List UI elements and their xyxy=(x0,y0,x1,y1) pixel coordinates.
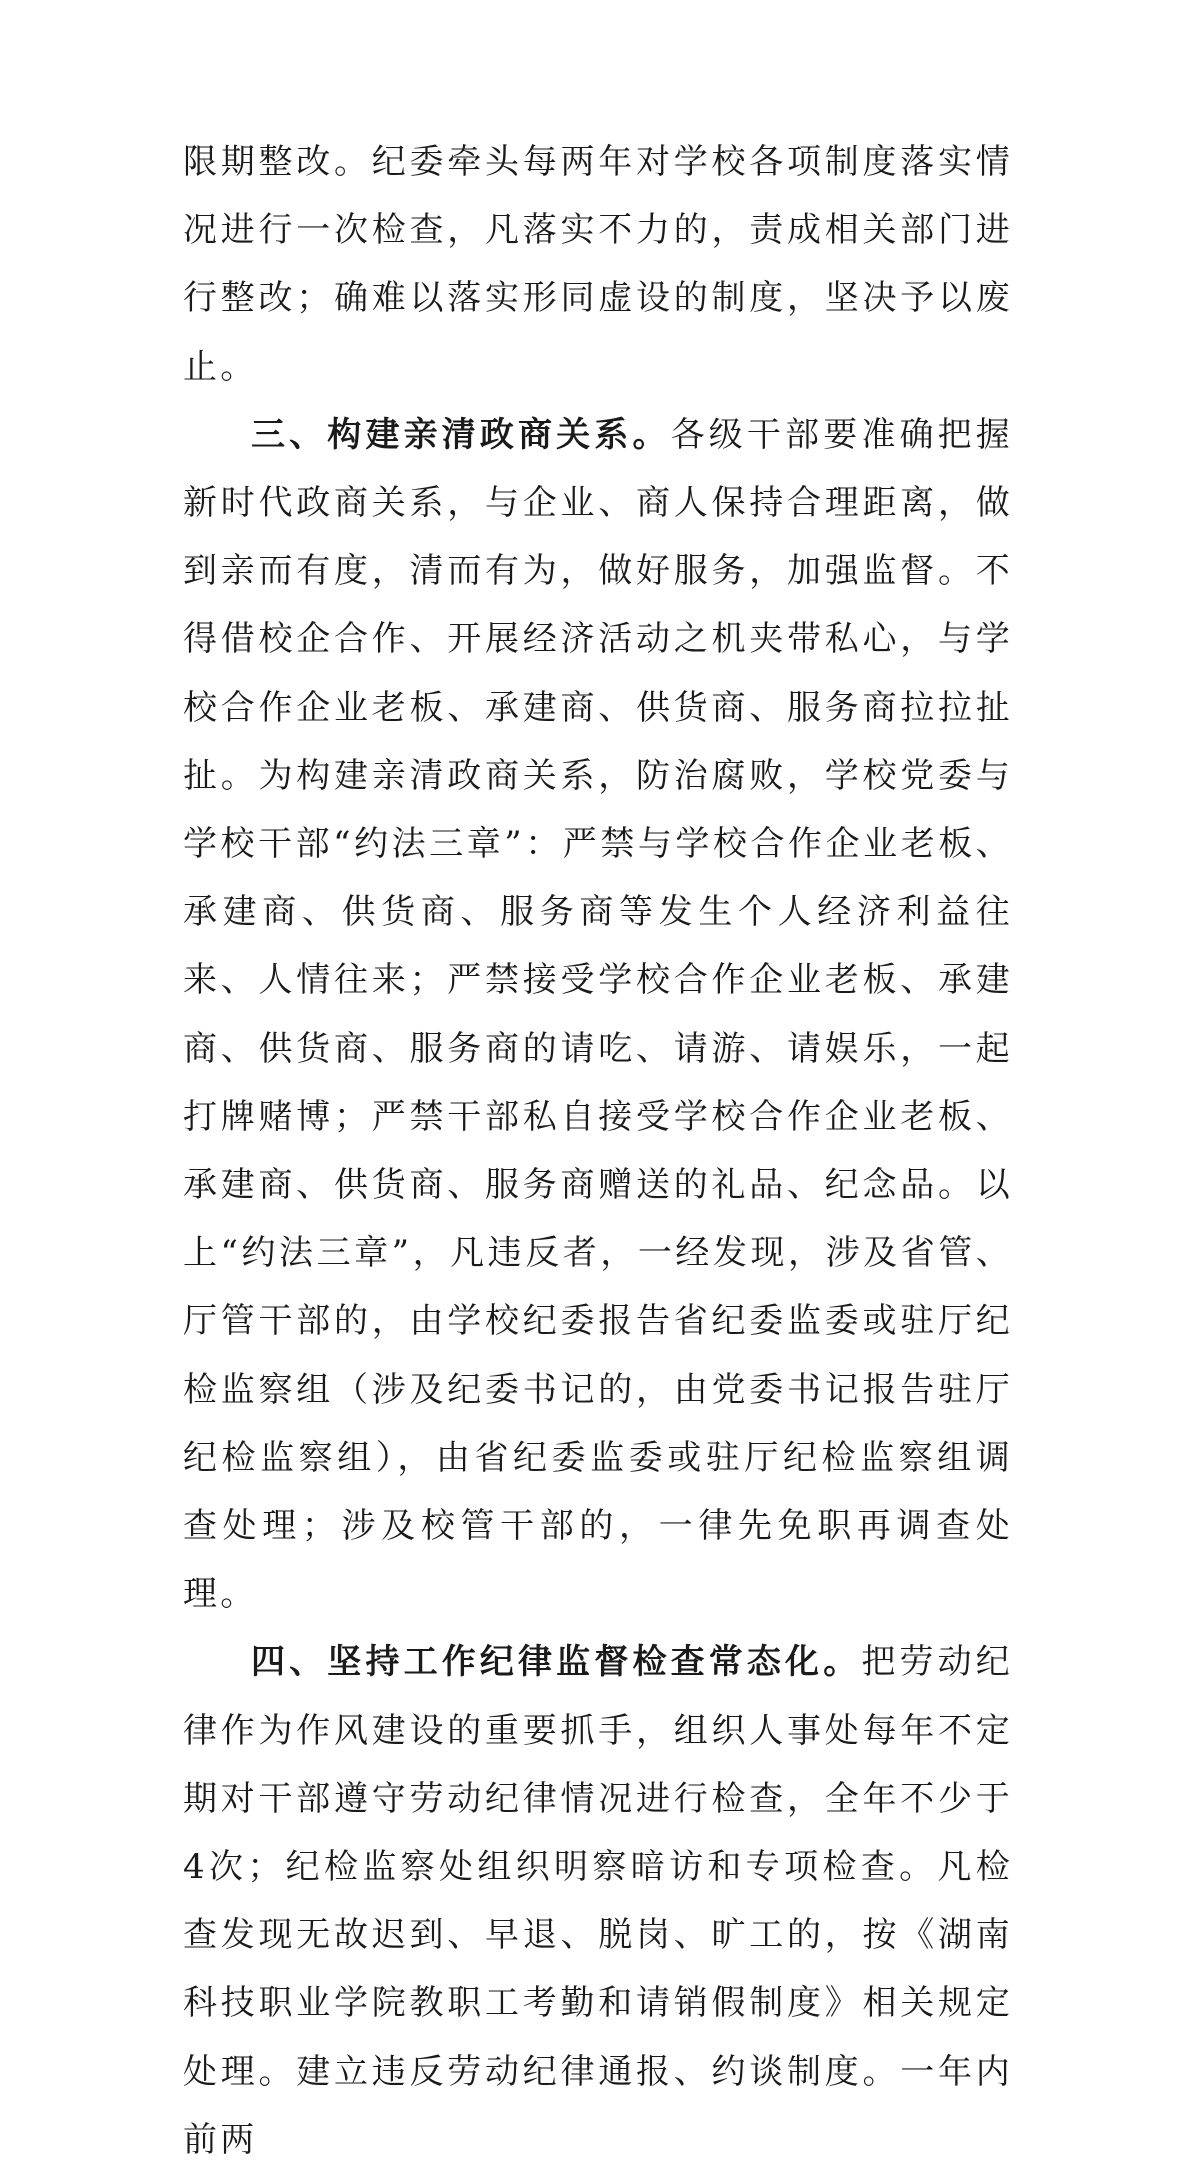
paragraph-section-three xyxy=(183,401,1013,1629)
paragraph-continuation xyxy=(183,128,1013,401)
paragraph-text: 把劳动纪律作为作风建设的重要抓手，组织人事处每年不定期对干部遵守劳动纪律情况进行检查，全年不少于4次；纪检监察处组织明察暗访和专项检查。凡检查发现无故迟到、早退、脱岗、旷工的，按《湖南科技职业学院教职工考勤和请销假制度》相关规定处理。建立违反劳动纪律通报、约谈制度。一年内前两 xyxy=(183,1642,1013,2160)
paragraph-section-four xyxy=(183,1628,1013,2174)
section-heading-three: 三、构建亲清政商关系。 xyxy=(251,414,671,455)
paragraph-text: 各级干部要准确把握新时代政商关系，与企业、商人保持合理距离，做到亲而有度，清而有为，做好服务，加强监督。不得借校企合作、开展经济活动之机夹带私心，与学校合作企业老板、承建商、供货商、服务商拉拉扯扯。为构建亲清政商关系，防治腐败，学校党委与学校干部“约法三章”：严禁与学校合作企业老板、承建商、供货商、服务商等发生个人经济利益往来、人情往来；严禁接受学校合作企业老板、承建商、供货商、服务商的请吃、请游、请娱乐，一起打牌赌博；严禁干部私自接受学校合作企业老板、承建商、供货商、服务商赠送的礼品、纪念品。以上“约法三章”，凡违反者，一经发现，涉及省管、厅管干部的，由学校纪委报告省纪委监委或驻厅纪检监察组（涉及纪委书记的，由党委书记报告驻厅纪检监察组），由省纪委监委或驻厅纪检监察组调查处理；涉及校管干部的，一律先免职再调查处理。 xyxy=(183,414,1013,1615)
section-heading-four: 四、坚持工作纪律监督检查常态化。 xyxy=(251,1642,862,1683)
body-text xyxy=(183,128,1013,2174)
paragraph-text: 限期整改。纪委牵头每两年对学校各项制度落实情况进行一次检查，凡落实不力的，责成相关部门进行整改；确难以落实形同虚设的制度，坚决予以废止。 xyxy=(183,142,1013,387)
